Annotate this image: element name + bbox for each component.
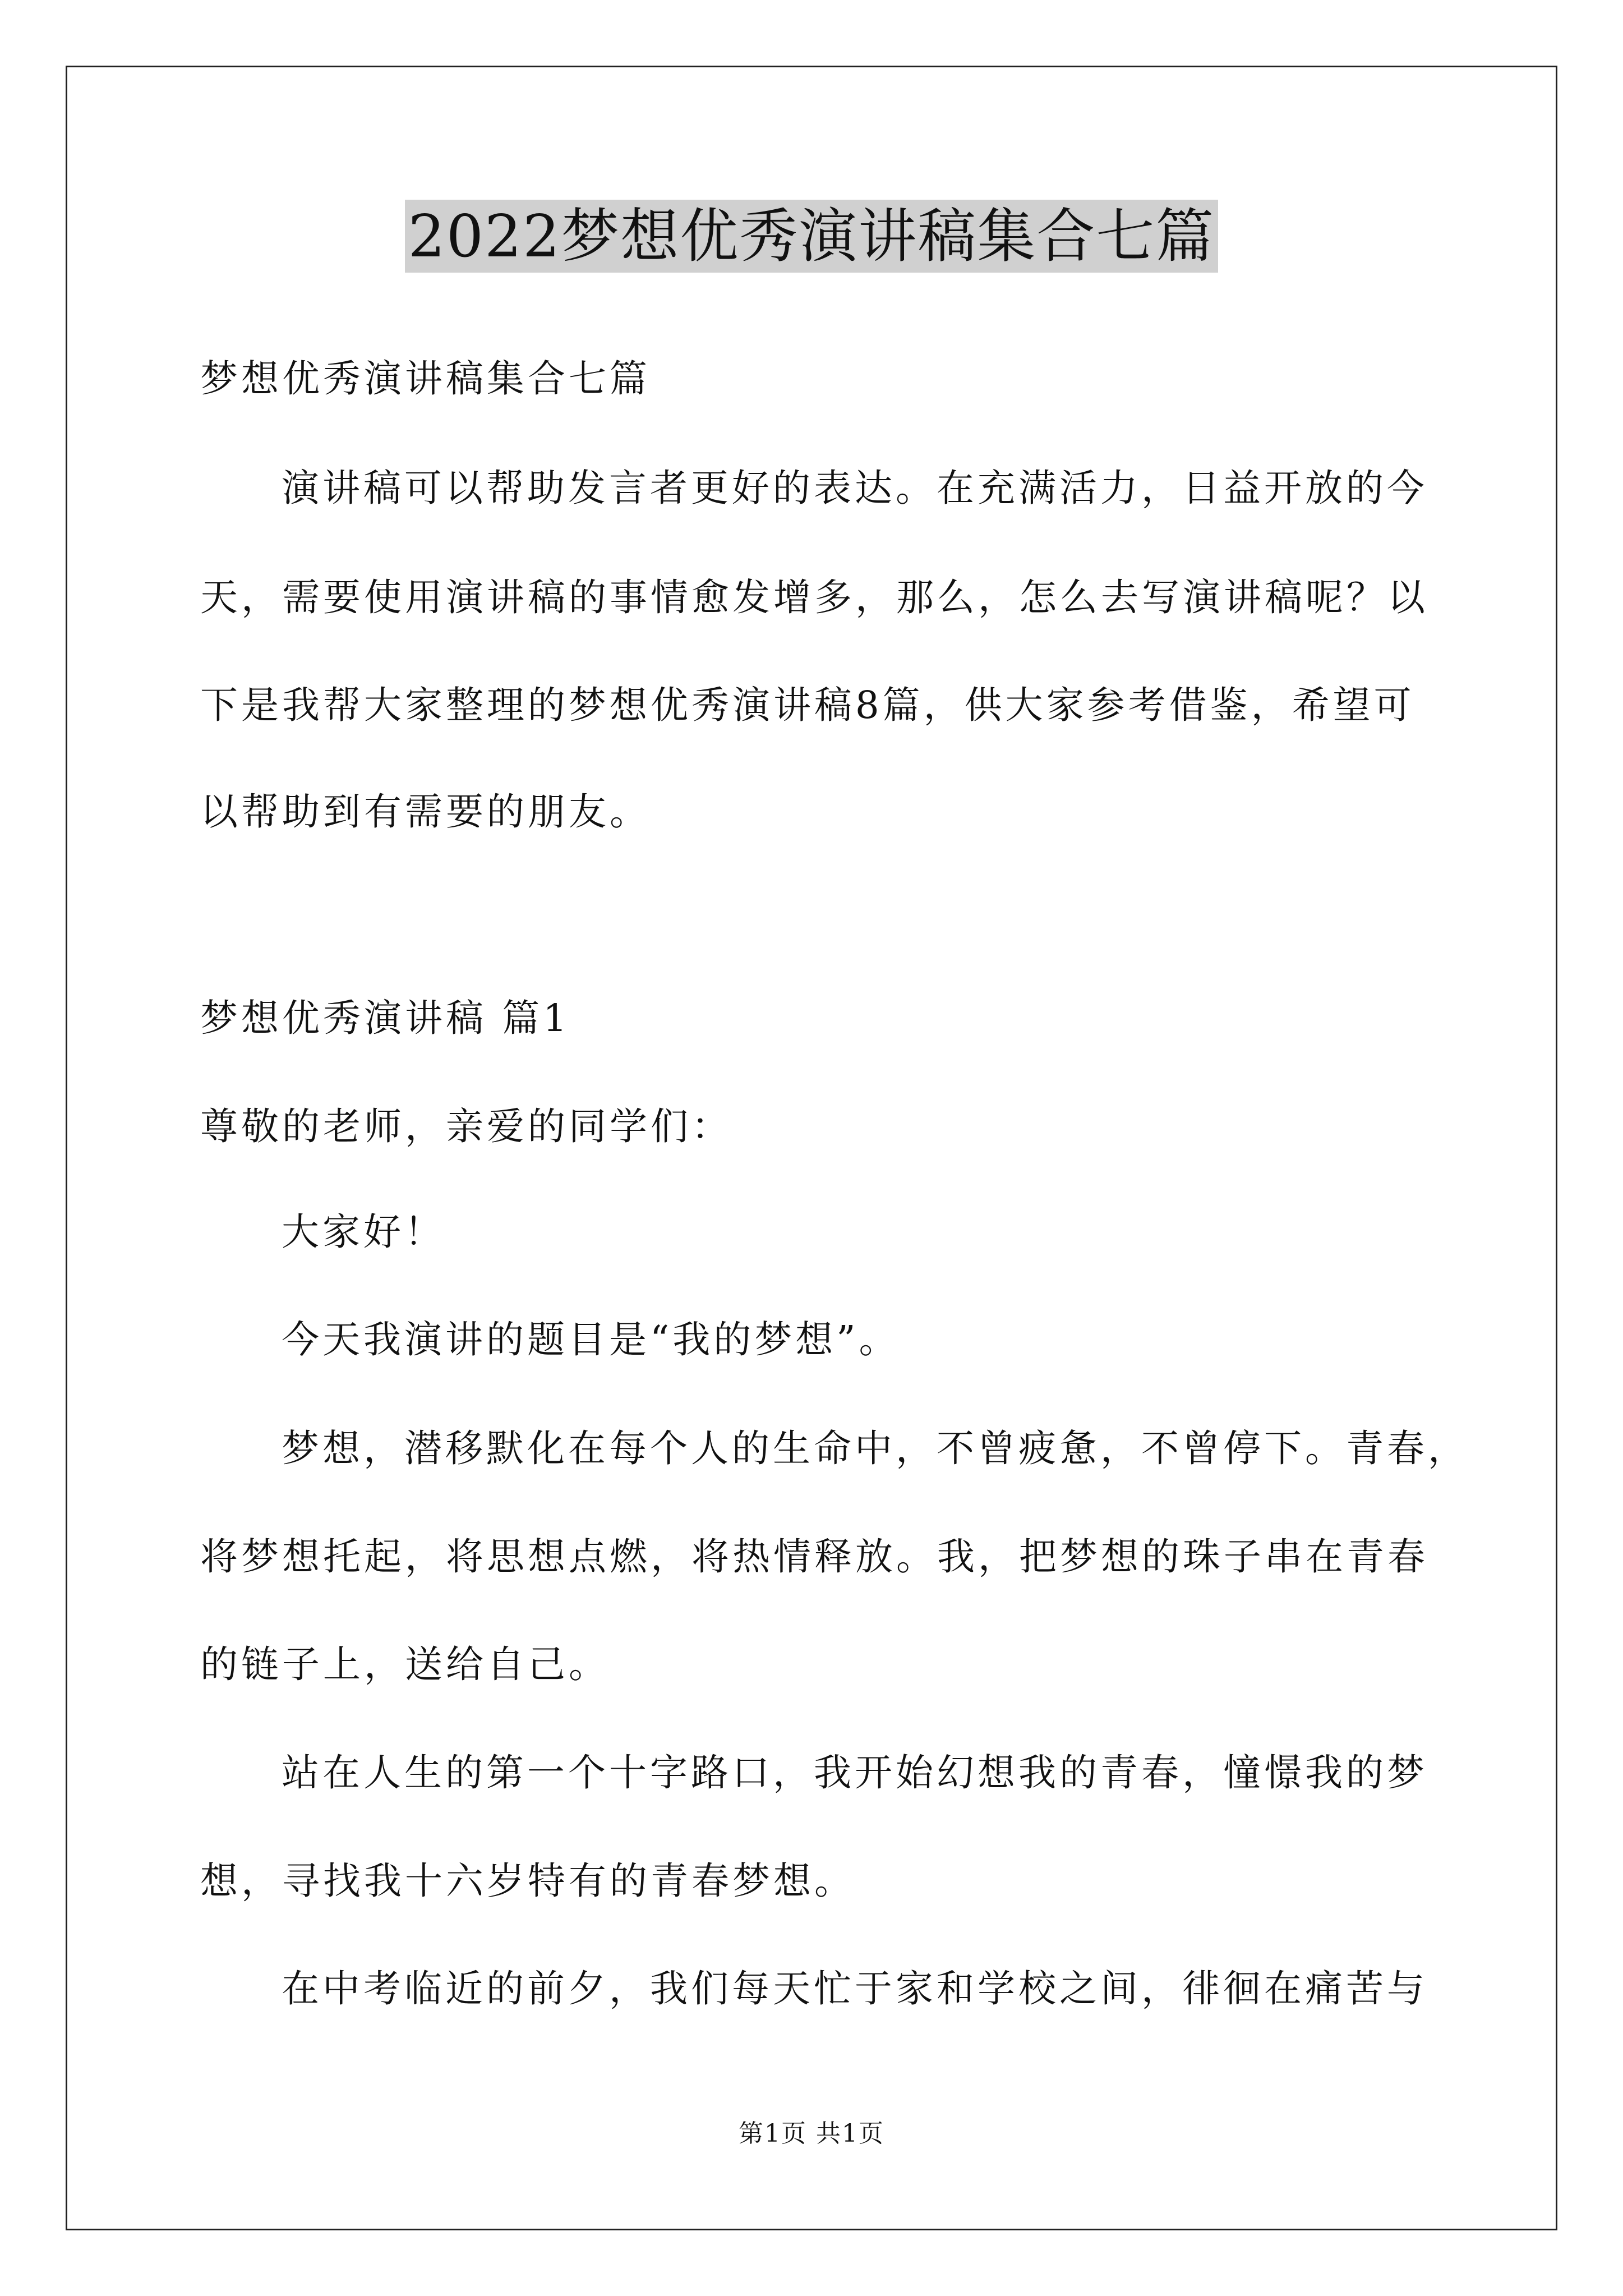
greeting: 大家好！ xyxy=(282,1210,445,1254)
body-line: 将梦想托起，将思想点燃，将热情释放。我，把梦想的珠子串在青春 xyxy=(200,1535,1428,1579)
body-line: 的链子上，送给自己。 xyxy=(200,1642,610,1686)
document-title: 2022梦想优秀演讲稿集合七篇 xyxy=(405,200,1219,273)
body-line: 站在人生的第一个十字路口，我开始幻想我的青春，憧憬我的梦 xyxy=(282,1751,1428,1795)
title-container xyxy=(0,200,1623,273)
intro-line: 以帮助到有需要的朋友。 xyxy=(200,790,651,834)
section-heading: 梦想优秀演讲稿 篇1 xyxy=(200,996,570,1040)
page-footer: 第1页 共1页 xyxy=(739,2119,884,2148)
body-line: 今天我演讲的题目是“我的梦想”。 xyxy=(282,1318,900,1361)
intro-line: 天，需要使用演讲稿的事情愈发增多，那么，怎么去写演讲稿呢？以 xyxy=(200,576,1428,619)
intro-line: 下是我帮大家整理的梦想优秀演讲稿8篇，供大家参考借鉴，希望可 xyxy=(200,683,1415,727)
body-line: 在中考临近的前夕，我们每天忙于家和学校之间，徘徊在痛苦与 xyxy=(282,1967,1428,2010)
body-line: 梦想，潜移默化在每个人的生命中，不曾疲惫，不曾停下。青春， xyxy=(282,1427,1469,1470)
salutation: 尊敬的老师，亲爱的同学们： xyxy=(200,1105,732,1148)
intro-line: 演讲稿可以帮助发言者更好的表达。在充满活力，日益开放的今 xyxy=(282,466,1428,510)
body-line: 想，寻找我十六岁特有的青春梦想。 xyxy=(200,1859,855,1903)
document-subtitle: 梦想优秀演讲稿集合七篇 xyxy=(200,357,651,401)
